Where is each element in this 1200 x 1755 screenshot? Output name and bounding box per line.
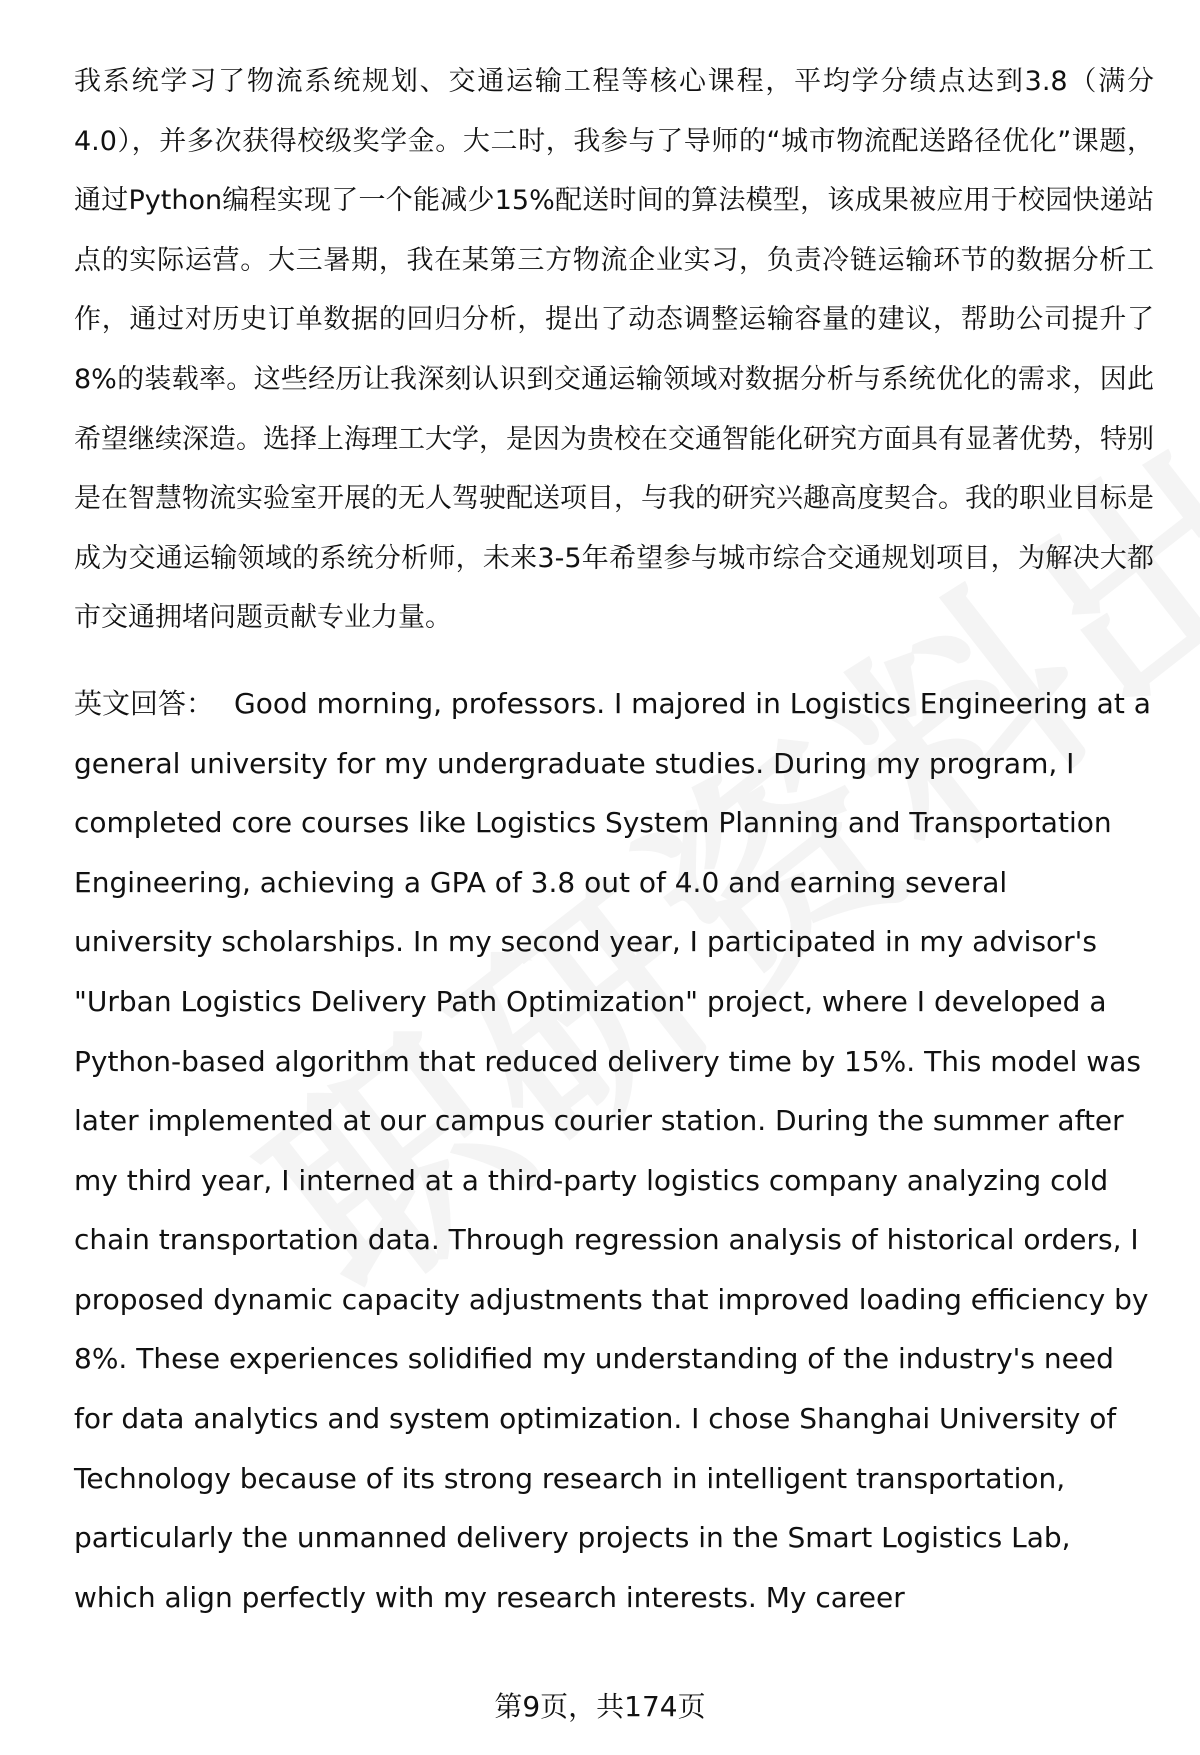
page-number-footer: 第9页，共174页 (494, 1690, 706, 1723)
english-answer-label: 英文回答： (74, 686, 215, 720)
english-answer-text: Good morning, professors. I majored in Logistics Engineering at a general university for my undergraduate studies. During my program, I completed core courses like Logistics System Planning and Transportation Engineering, achieving a GPA of 3.8 out of 4.0 and earning several university scholarships. In my second year, I participated in my advisor's "Urban Logistics Delivery Path Optimization" project, where I developed a Python-based algorithm that reduced delivery time by 15%. This model was later implemented at our campus courier station. During the summer after my third year, I interned at a third-party logistics company analyzing cold chain transportation data. Through regression analysis of historical orders, I proposed dynamic capacity adjustments that improved loading efficiency by 8%. These experiences solidified my understanding of the industry's need for data analytics and system optimization. I chose Shanghai University of Technology because of its strong research in intelligent transportation, particularly the unmanned delivery projects in the Smart Logistics Lab, which align perfectly with my research interests. My career (74, 686, 1151, 1614)
chinese-answer-paragraph: 我系统学习了物流系统规划、交通运输工程等核心课程，平均学分绩点达到3.8（满分4.0），并多次获得校级奖学金。大二时，我参与了导师的“城市物流配送路径优化”课题，通过Python编程实现了一个能减少15%配送时间的算法模型，该成果被应用于校园快递站点的实际运营。大三暑期，我在某第三方物流企业实习，负责冷链运输环节的数据分析工作，通过对历史订单数据的回归分析，提出了动态调整运输容量的建议，帮助公司提升了8%的装载率。这些经历让我深刻认识到交通运输领域对数据分析与系统优化的需求，因此希望继续深造。选择上海理工大学，是因为贵校在交通智能化研究方面具有显著优势，特别是在智慧物流实验室开展的无人驾驶配送项目，与我的研究兴趣高度契合。我的职业目标是成为交通运输领域的系统分析师，未来3-5年希望参与城市综合交通规划项目，为解决大都市交通拥堵问题贡献专业力量。 (74, 66, 1154, 634)
english-answer-paragraph (74, 674, 1154, 1628)
document-body (74, 52, 1154, 1627)
